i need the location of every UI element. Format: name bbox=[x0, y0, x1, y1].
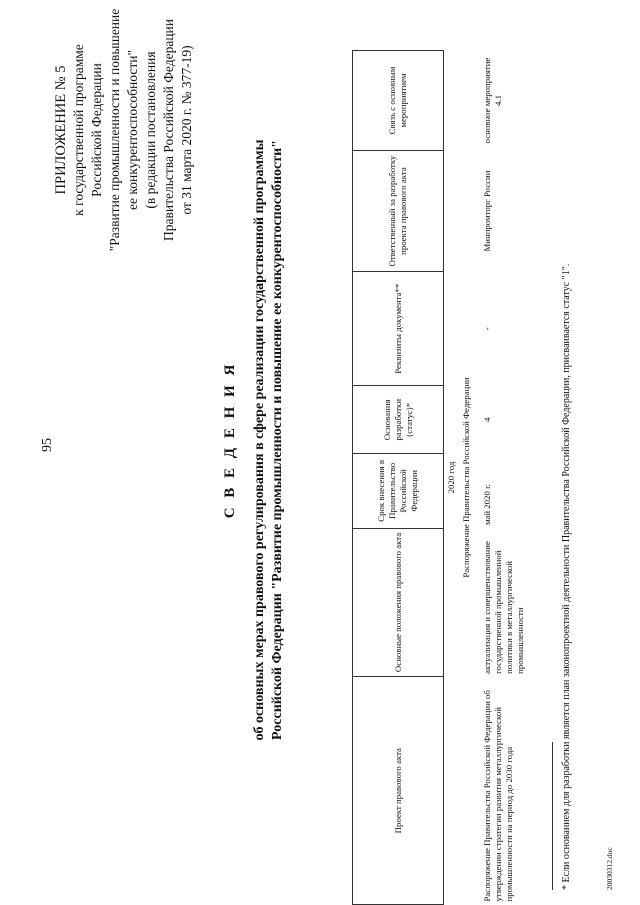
table-row bbox=[478, 51, 530, 905]
appendix-line: ее конкурентоспособности" bbox=[125, 50, 140, 210]
appendix-line: от 31 марта 2020 г. № 377-19) bbox=[179, 45, 194, 215]
header-responsible: Ответственный за разработку проекта правового акта bbox=[353, 151, 444, 272]
header-link: Связь с основным мероприятием bbox=[353, 51, 444, 151]
appendix-line: Российской Федерации bbox=[89, 63, 104, 197]
cell-basis: 4 bbox=[482, 417, 492, 422]
cell-provisions: актуализация и совершенствование государственной промышленной политики в металлургической промышленности bbox=[482, 541, 525, 674]
header-project: Проект правового акта bbox=[353, 677, 444, 905]
cell-project: Распоряжение Правительства Российской Федерации об утверждении стратегии развития металлургической промышленности на период до 2030 года bbox=[482, 690, 514, 902]
footnote-divider bbox=[552, 742, 553, 890]
measures-table bbox=[352, 50, 530, 905]
table-header-row bbox=[353, 51, 444, 905]
cell-responsible: Минпромторг России bbox=[482, 170, 492, 252]
header-basis: Основания разработки (статус)* bbox=[353, 386, 444, 454]
year-label: 2020 год bbox=[446, 461, 456, 494]
appendix-title: ПРИЛОЖЕНИЕ № 5 bbox=[53, 65, 69, 195]
file-name: 20030312.doc bbox=[605, 847, 614, 890]
heading-line: Российской Федерации "Развитие промышленности и повышение ее конкурентоспособности" bbox=[270, 140, 285, 740]
group-label: Распоряжение Правительства Российской Федерации bbox=[461, 377, 471, 578]
header-provisions: Основные положения правового акта bbox=[353, 528, 444, 677]
group-row bbox=[459, 51, 478, 905]
appendix-block bbox=[52, 0, 196, 265]
appendix-line: к государственной программе bbox=[71, 44, 86, 216]
cell-requisites: - bbox=[482, 327, 492, 331]
heading-title: С В Е Д Е Н И Я bbox=[222, 361, 238, 519]
header-requisites: Реквизиты документа** bbox=[353, 272, 444, 386]
appendix-line: Правительства Российской Федерации bbox=[161, 19, 176, 241]
document-heading bbox=[222, 95, 287, 785]
appendix-line: "Развитие промышленности и повышение bbox=[107, 8, 122, 252]
page-number: 95 bbox=[40, 438, 55, 452]
cell-deadline: май 2020 г. bbox=[482, 484, 492, 526]
year-row bbox=[444, 51, 460, 905]
cell-link: основное мероприятие 4.1 bbox=[482, 57, 503, 144]
appendix-line: (в редакции постановления bbox=[143, 51, 158, 209]
footnote: * Если основанием для разработки является план законопроектной деятельности Правительства Российской Федерации, присваивается статус "1". bbox=[561, 263, 572, 890]
header-deadline: Срок внесения в Правительство Российской Федерации bbox=[353, 454, 444, 528]
heading-line: об основных мерах правового регулирования в сфере реализации государственной программы bbox=[252, 139, 267, 741]
